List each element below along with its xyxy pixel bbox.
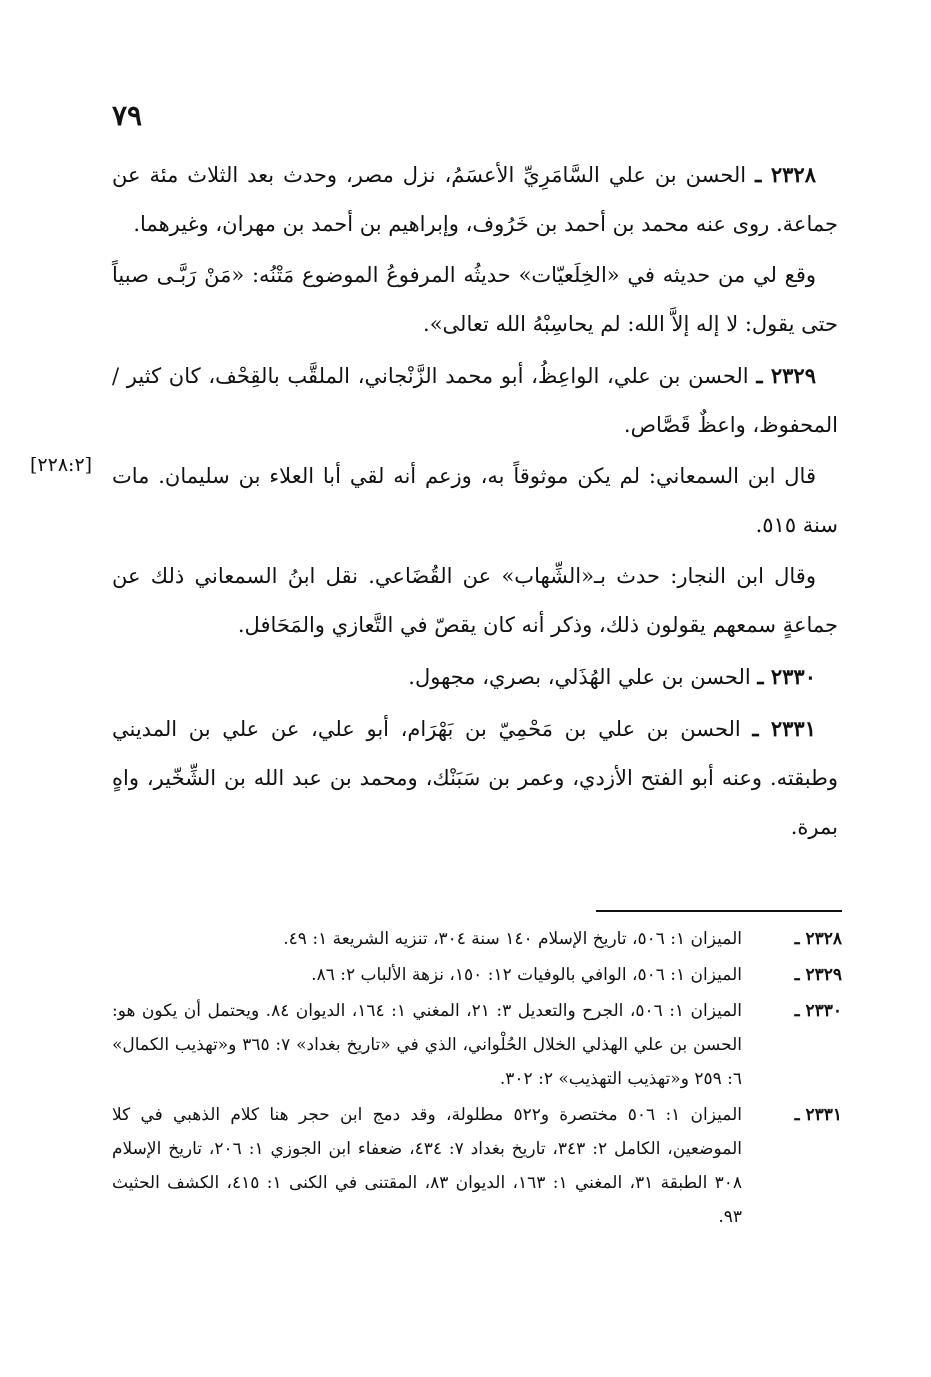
footnote <box>112 922 842 956</box>
paragraph-text: وقال ابن النجار: حدث بـ«الشِّهاب» عن القُضَاعي. نقل ابنُ السمعاني ذلك عن جماعةٍ سمعهم يقولون ذلك، وذكر أنه كان يقصّ في التَّعازي والمَحَافل. <box>112 564 838 637</box>
footnote-number: ٢٣٢٩ ـ <box>794 965 842 985</box>
footnote-number: ٢٣٢٨ ـ <box>794 929 842 949</box>
entry-paragraph <box>112 652 838 702</box>
footnote <box>112 1098 842 1234</box>
page-number: ٧٩ <box>112 99 143 132</box>
footnote-text: الميزان ١: ٥٠٦ مختصرة و٥٢٢ مطلولة، وقد دمج ابن حجر هنا كلام الذهبي في كلا الموضعين، الكامل ٢: ٣٤٣، تاريخ بغداد ٧: ٤٣٤، ضعفاء ابن الجوزي ١: ٢٠٦، تاريخ الإسلام ٣٠٨ الطبقة ٣١، المغني ١: ١٦٣، الديوان ٨٣، المقتنى في الكنى ١: ٤١٥، الكشف الحثيث ٩٣. <box>112 1105 743 1227</box>
entry-paragraph <box>112 704 838 852</box>
footnote <box>112 994 842 1096</box>
footnote-text: الميزان ١: ٥٠٦، الوافي بالوفيات ١٢: ١٥٠، نزهة الألباب ٢: ٨٦. <box>311 965 742 985</box>
paragraph <box>112 552 838 650</box>
margin-reference: [٢٢٨:٢] <box>30 454 93 476</box>
entry-number: ٢٣٢٩ ـ <box>756 363 816 388</box>
entry-text: الحسن بن علي، الواعِظُ، أبو محمد الزَّنْجاني، الملقَّب بالقِحْف، كان كثير / المحفوظ، واعظٌ قَصَّاص. <box>112 364 838 437</box>
entry-number: ٢٣٢٨ ـ <box>755 162 816 187</box>
paragraph <box>112 452 838 550</box>
footnote-text: الميزان ١: ٥٠٦، الجرح والتعديل ٣: ٢١، المغني ١: ١٦٤، الديوان ٨٤. ويحتمل أن يكون هو: الحسن بن علي الهذلي الخلال الحُلْواني، الذي في «تاريخ بغداد» ٧: ٣٦٥ و«تهذيب الكمال» ٦: ٢٥٩ و«تهذيب التهذيب» ٢: ٣٠٢. <box>112 1001 742 1089</box>
entry-text: الحسن بن علي الهُذَلي، بصري، مجهول. <box>408 665 758 689</box>
footnote-number: ٢٣٣٠ ـ <box>794 1001 842 1021</box>
entry-text: الحسن بن علي السَّامَرِيِّ الأعسَمُ، نزل مصر، وحدث بعد الثلاث مئة عن جماعة. روى عنه محمد بن أحمد بن خَرُوف، وإبراهيم بن أحمد بن مهران، وغيرهما. <box>112 163 838 236</box>
paragraph-text: وقع لي من حديثه في «الخِلَعيّات» حديثُه المرفوعُ الموضوع مَتْنُه: «مَنْ رَبَّـى صبياً حتى يقول: لا إله إلاَّ الله: لم يحاسِبْهُ الله تعالى». <box>112 263 838 336</box>
paragraph <box>112 251 838 349</box>
footnote-divider <box>596 910 842 912</box>
footnotes <box>112 922 842 1236</box>
body-text <box>112 150 838 854</box>
footnote <box>112 958 842 992</box>
entry-paragraph <box>112 150 838 249</box>
footnote-number: ٢٣٣١ ـ <box>794 1105 842 1125</box>
paragraph-text: قال ابن السمعاني: لم يكن موثوقاً به، وزعم أنه لقي أبا العلاء بن سليمان. مات سنة ٥١٥. <box>112 464 838 537</box>
footnote-text: الميزان ١: ٥٠٦، تاريخ الإسلام ١٤٠ سنة ٣٠٤، تنزيه الشريعة ١: ٤٩. <box>283 929 742 949</box>
entry-text: الحسن بن علي بن مَحْمِيّ بن بَهْرَام، أبو علي، عن علي بن المديني وطبقته. وعنه أبو الفتح الأزدي، وعمر بن سَبَنْك، ومحمد بن عبد الله بن الشِّخّير، واهٍ بمرة. <box>112 717 838 839</box>
entry-paragraph <box>112 351 838 450</box>
entry-number: ٢٣٣١ ـ <box>752 716 816 741</box>
entry-number: ٢٣٣٠ ـ <box>757 664 816 689</box>
